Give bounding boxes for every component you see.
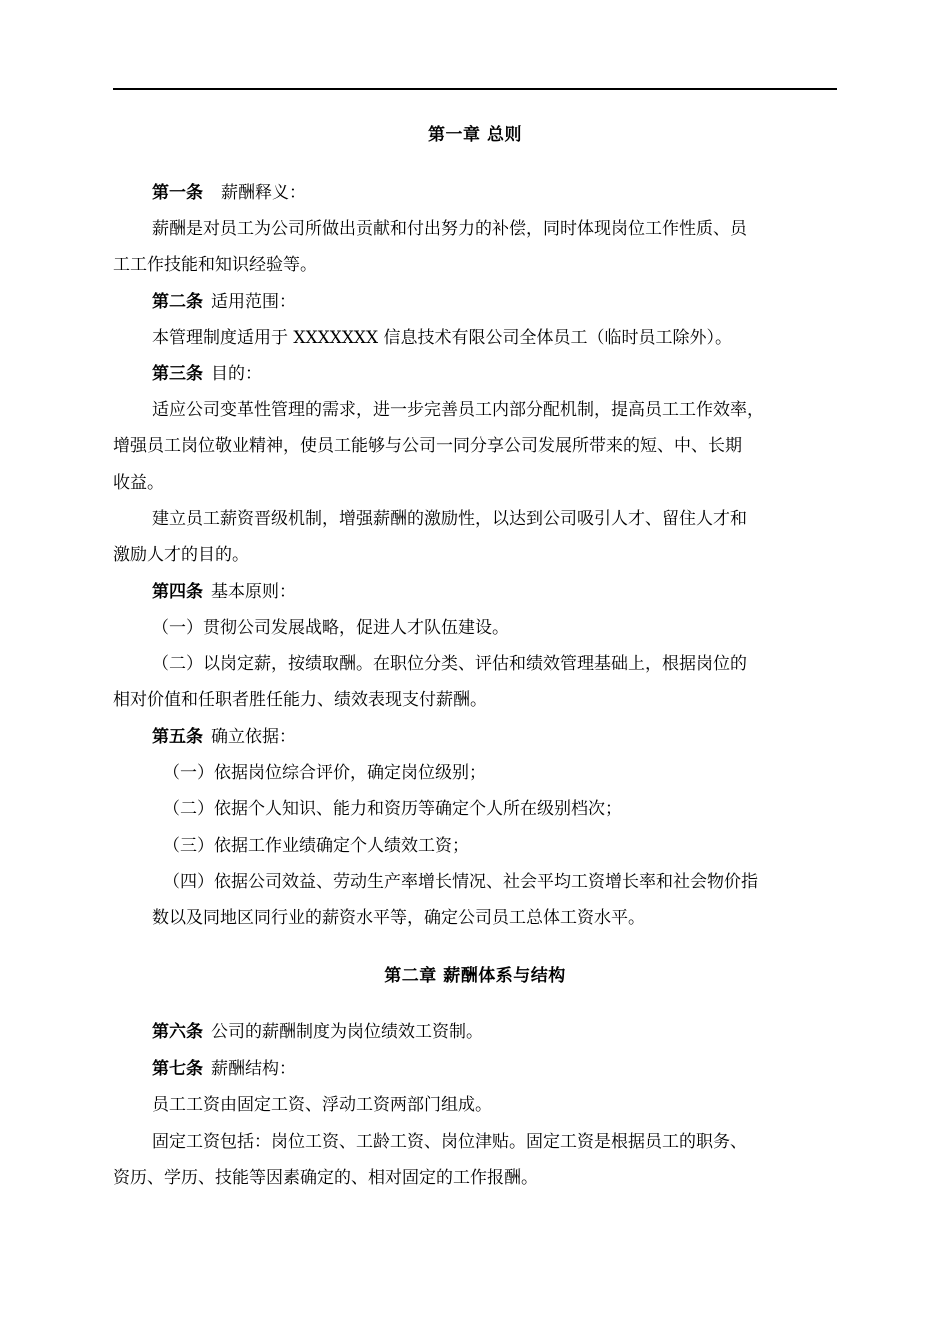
header-rule [113,88,837,90]
article-3-label: 第三条 [152,364,203,384]
article-4-item-2: （二）以岗定薪，按绩取酬。在职位分类、评估和绩效管理基础上，根据岗位的 [152,654,747,674]
article-7-heading [113,1058,296,1080]
article-5-label: 第五条 [152,727,203,747]
article-2-label: 第二条 [152,292,203,312]
article-4-heading [113,581,296,603]
article-3-text-2: 建立员工薪资晋级机制，增强薪酬的激励性，以达到公司吸引人才、留住人才和 [152,509,747,529]
article-3-text-cont2: 收益。 [113,473,164,493]
article-7-text: 员工工资由固定工资、浮动工资两部门组成。 [152,1095,492,1115]
article-2-heading [113,291,296,313]
article-4-title: 基本原则： [211,582,296,602]
article-1-text: 薪酬是对员工为公司所做出贡献和付出努力的补偿，同时体现岗位工作性质、员 [152,219,747,239]
article-5-item-1: （一）依据岗位综合评价，确定岗位级别； [163,763,486,783]
article-1-text-cont: 工工作技能和知识经验等。 [113,255,317,275]
article-5-item-4-cont: 数以及同地区同行业的薪资水平等，确定公司员工总体工资水平。 [152,908,645,928]
article-3-heading [113,363,262,385]
article-7-label: 第七条 [152,1059,203,1079]
article-1-label: 第一条 [152,183,203,203]
article-6-title: 公司的薪酬制度为岗位绩效工资制。 [211,1022,483,1042]
chapter-1-title: 第一章 总则 [428,125,522,145]
article-6-heading [113,1021,483,1043]
article-1-heading [113,182,306,204]
article-4-item-2-cont: 相对价值和任职者胜任能力、绩效表现支付薪酬。 [113,690,487,710]
article-3-text-cont: 增强员工岗位敬业精神，使员工能够与公司一同分享公司发展所带来的短、中、长期 [113,436,742,456]
article-7-text-2: 固定工资包括：岗位工资、工龄工资、岗位津贴。固定工资是根据员工的职务、 [152,1132,747,1152]
article-3-title: 目的： [211,364,262,384]
article-4-label: 第四条 [152,582,203,602]
article-7-title: 薪酬结构： [211,1059,296,1079]
article-5-item-4: （四）依据公司效益、劳动生产率增长情况、社会平均工资增长率和社会物价指 [163,872,758,892]
article-5-item-3: （三）依据工作业绩确定个人绩效工资； [163,836,469,856]
article-6-label: 第六条 [152,1022,203,1042]
article-3-text: 适应公司变革性管理的需求，进一步完善员工内部分配机制，提高员工工作效率， [152,400,764,420]
article-4-item-1: （一）贯彻公司发展战略，促进人才队伍建设。 [152,618,509,638]
article-5-title: 确立依据： [211,727,296,747]
chapter-2-title: 第二章 薪酬体系与结构 [384,966,566,986]
article-5-item-2: （二）依据个人知识、能力和资历等确定个人所在级别档次； [163,799,622,819]
article-2-text: 本管理制度适用于 XXXXXXX 信息技术有限公司全体员工（临时员工除外）。 [152,328,733,348]
article-5-heading [113,726,296,748]
article-1-title: 薪酬释义： [221,183,306,203]
article-7-text-2-cont: 资历、学历、技能等因素确定的、相对固定的工作报酬。 [113,1168,538,1188]
article-3-text-2-cont: 激励人才的目的。 [113,545,249,565]
article-2-title: 适用范围： [211,292,296,312]
